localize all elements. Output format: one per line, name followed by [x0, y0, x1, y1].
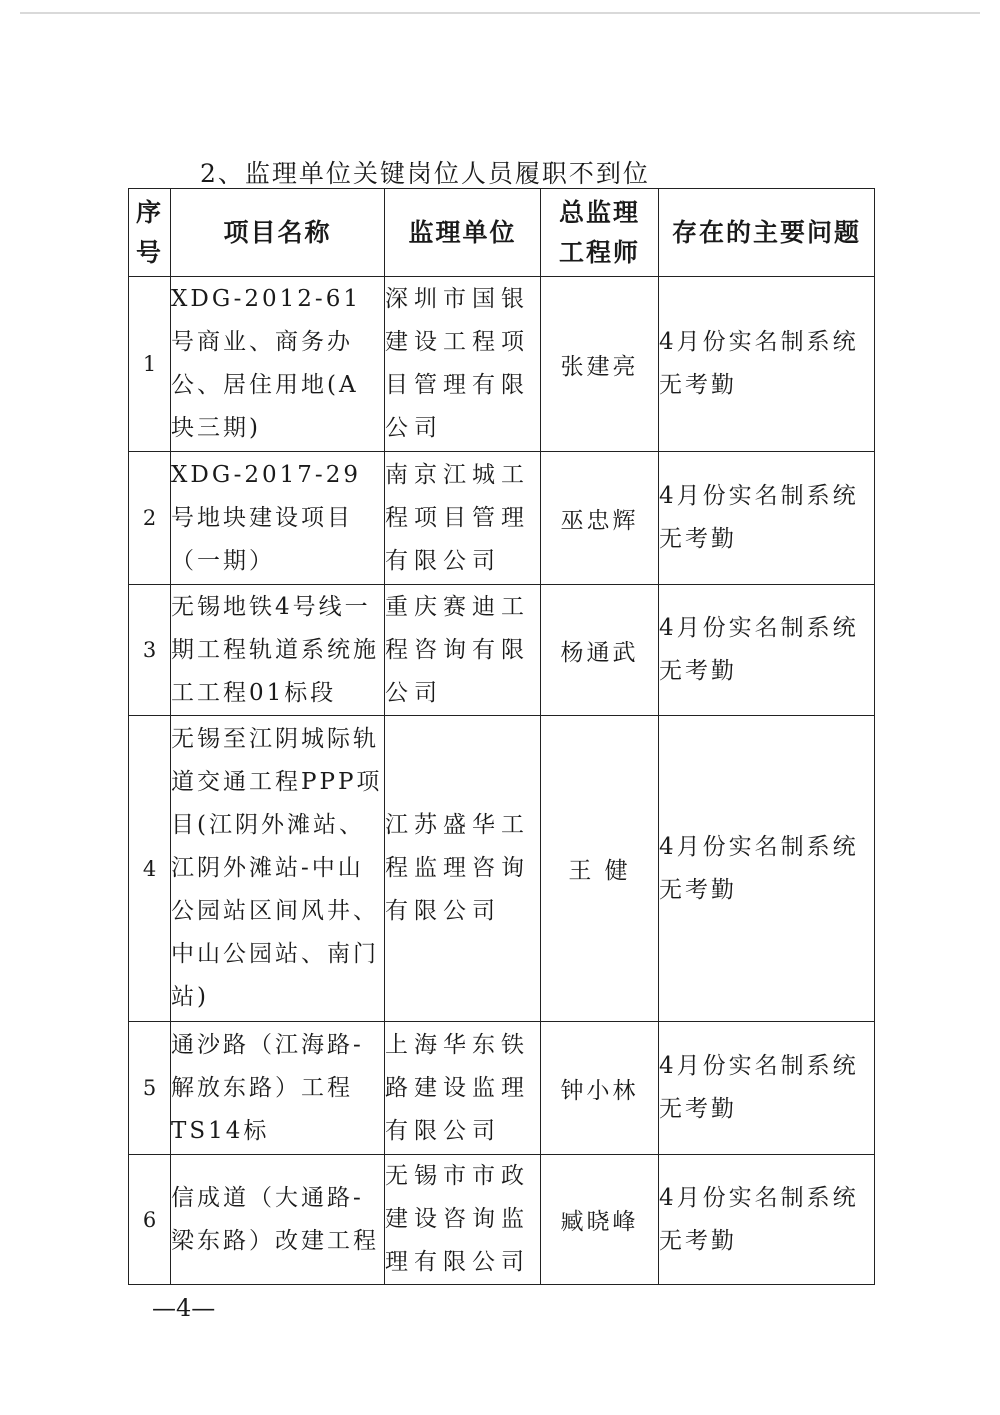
table-row — [129, 452, 875, 585]
table-row — [129, 1155, 875, 1285]
header-seq — [129, 189, 171, 277]
row-unit: 上海华东铁路建设监理有限公司 — [385, 1022, 541, 1155]
row-seq: 3 — [129, 585, 171, 716]
row-unit: 无锡市市政建设咨询监理有限公司 — [385, 1155, 541, 1285]
table-row — [129, 585, 875, 716]
row-project: XDG-2012-61号商业、商务办公、居住用地(A块三期) — [171, 277, 385, 452]
header-chief-line1: 总监理 — [558, 197, 640, 227]
row-issue: 4月份实名制系统无考勤 — [659, 452, 875, 585]
header-chief — [541, 189, 659, 277]
header-issue: 存在的主要问题 — [659, 189, 875, 277]
row-seq: 5 — [129, 1022, 171, 1155]
row-issue: 4月份实名制系统无考勤 — [659, 1022, 875, 1155]
table-row — [129, 716, 875, 1022]
row-chief: 臧晓峰 — [541, 1155, 659, 1285]
row-chief: 钟小林 — [541, 1022, 659, 1155]
row-chief: 杨通武 — [541, 585, 659, 716]
table-header-row — [129, 189, 875, 277]
header-seq-line1: 序 — [135, 197, 163, 227]
row-chief: 巫忠辉 — [541, 452, 659, 585]
row-issue: 4月份实名制系统无考勤 — [659, 277, 875, 452]
section-heading: 2、监理单位关键岗位人员履职不到位 — [200, 159, 650, 188]
row-project: 无锡地铁4号线一期工程轨道系统施工工程01标段 — [171, 585, 385, 716]
row-unit: 南京江城工程项目管理有限公司 — [385, 452, 541, 585]
row-issue: 4月份实名制系统无考勤 — [659, 1155, 875, 1285]
row-project: 信成道（大通路-梁东路）改建工程 — [171, 1155, 385, 1285]
row-project: 无锡至江阴城际轨道交通工程PPP项目(江阴外滩站、江阴外滩站-中山公园站区间风井、中山公园站、南门站) — [171, 716, 385, 1022]
row-seq: 6 — [129, 1155, 171, 1285]
header-chief-line2: 工程师 — [558, 237, 640, 267]
row-seq: 4 — [129, 716, 171, 1022]
row-issue: 4月份实名制系统无考勤 — [659, 585, 875, 716]
header-project: 项目名称 — [171, 189, 385, 277]
table-row — [129, 277, 875, 452]
row-unit: 江苏盛华工程监理咨询有限公司 — [385, 716, 541, 1022]
page-number: —4— — [152, 1294, 216, 1322]
table-row — [129, 1022, 875, 1155]
row-unit: 重庆赛迪工程咨询有限公司 — [385, 585, 541, 716]
header-unit: 监理单位 — [385, 189, 541, 277]
supervision-issues-table — [128, 188, 875, 1285]
row-unit: 深圳市国银建设工程项目管理有限公司 — [385, 277, 541, 452]
row-chief: 张建亮 — [541, 277, 659, 452]
row-project: XDG-2017-29号地块建设项目（一期） — [171, 452, 385, 585]
row-seq: 2 — [129, 452, 171, 585]
row-seq: 1 — [129, 277, 171, 452]
row-project: 通沙路（江海路-解放东路）工程TS14标 — [171, 1022, 385, 1155]
header-seq-line2: 号 — [135, 237, 163, 267]
row-issue: 4月份实名制系统无考勤 — [659, 716, 875, 1022]
row-chief: 王 健 — [541, 716, 659, 1022]
top-rule — [20, 12, 980, 14]
